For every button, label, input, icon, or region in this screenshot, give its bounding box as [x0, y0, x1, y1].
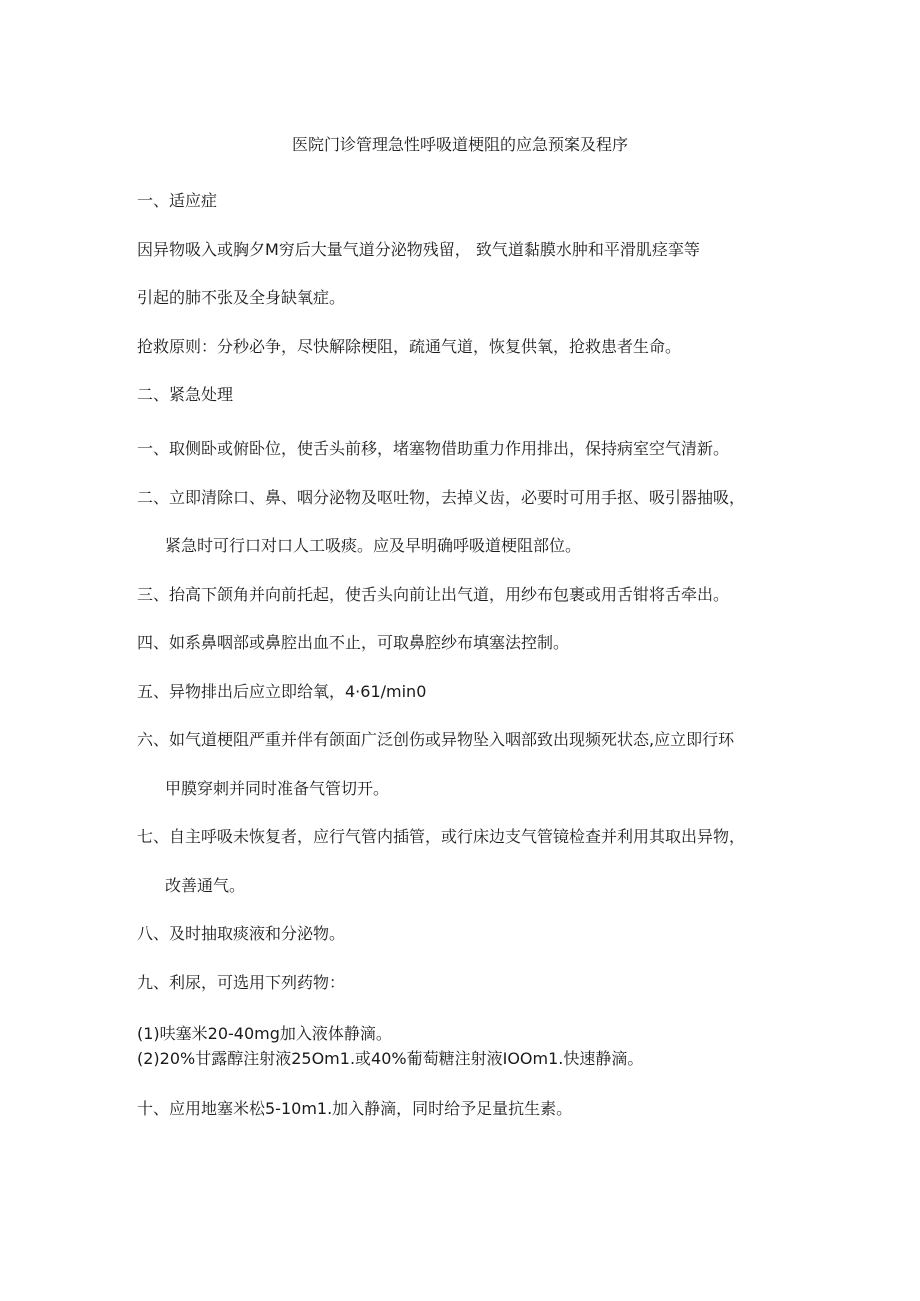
- drug-item-2: (2)20%甘露醇注射液25Om1.或40%葡萄糖注射液IOOm1.快速静滴。: [137, 1049, 644, 1068]
- step-2-line1: 二、立即清除口、鼻、咽分泌物及呕吐物，去掉义齿，必要时可用手抠、吸引器抽吸，: [137, 488, 746, 507]
- step-7-line1: 七、自主呼吸未恢复者，应行气管内插管，或行床边支气管镜检查并利用其取出异物，: [137, 827, 746, 846]
- rescue-principle: 抢救原则：分秒必争，尽快解除梗阻，疏通气道，恢复供氧，抢救患者生命。: [137, 337, 682, 356]
- step-7-line2: 改善通气。: [165, 876, 246, 895]
- step-6-line2: 甲膜穿刺并同时准备气管切开。: [165, 779, 390, 798]
- indication-text-line1: 因异物吸入或胸夕M穷后大量气道分泌物残留， 致气道黏膜水肿和平滑肌痉挛等: [137, 240, 700, 259]
- page-title: 医院门诊管理急性呼吸道梗阻的应急预案及程序: [291, 135, 628, 154]
- step-2-line2: 紧急时可行口对口人工吸痰。应及早明确呼吸道梗阻部位。: [165, 536, 582, 555]
- section-heading-emergency: 二、紧急处理: [137, 385, 234, 404]
- section-heading-indications: 一、适应症: [137, 191, 218, 210]
- step-5: 五、异物排出后应立即给氧，4·61∕min0: [137, 682, 427, 701]
- indication-text-line2: 引起的肺不张及全身缺氧症。: [137, 288, 346, 307]
- drug-item-1: (1)呋塞米20-40mg加入液体静滴。: [137, 1024, 392, 1043]
- step-8: 八、及时抽取痰液和分泌物。: [137, 924, 346, 943]
- step-3: 三、抬高下颌角并向前托起，使舌头向前让出气道，用纱布包裹或用舌钳将舌牵出。: [137, 585, 730, 604]
- step-1: 一、取侧卧或俯卧位，使舌头前移，堵塞物借助重力作用排出，保持病室空气清新。: [137, 439, 730, 458]
- step-9: 九、利尿，可选用下列药物：: [137, 973, 346, 992]
- step-6-line1: 六、如气道梗阻严重并伴有颌面广泛创伤或异物坠入咽部致出现频死状态,应立即行环: [137, 730, 735, 749]
- step-10: 十、应用地塞米松5-10m1.加入静滴，同时给予足量抗生素。: [137, 1099, 573, 1118]
- step-4: 四、如系鼻咽部或鼻腔出血不止，可取鼻腔纱布填塞法控制。: [137, 633, 570, 652]
